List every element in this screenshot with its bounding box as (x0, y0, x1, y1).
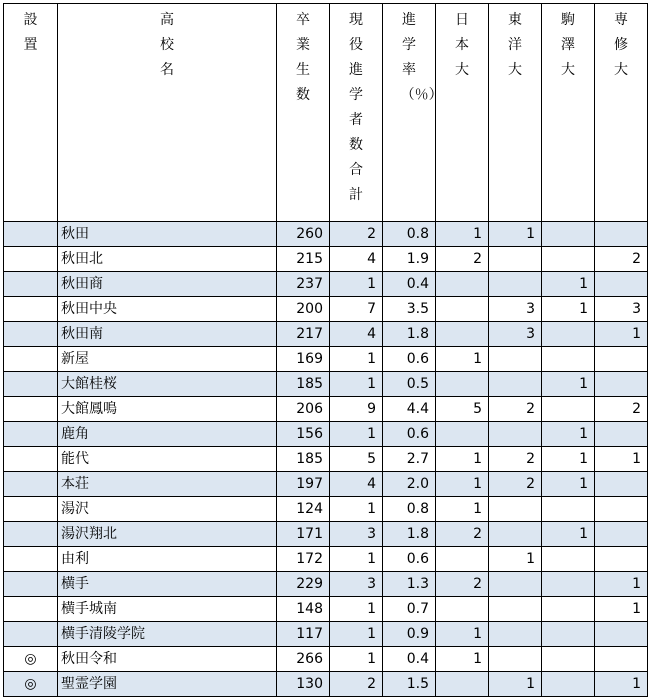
cell-senshu (595, 372, 648, 397)
cell-setting (4, 597, 58, 622)
cell-komazawa: 1 (542, 472, 595, 497)
cell-senshu: 1 (595, 672, 648, 697)
cell-toyo (489, 272, 542, 297)
cell-senshu (595, 547, 648, 572)
cell-toyo: 2 (489, 397, 542, 422)
cell-rate: 0.7 (383, 597, 436, 622)
cell-school: 本荘 (58, 472, 277, 497)
cell-komazawa (542, 247, 595, 272)
cell-total: 4 (330, 247, 383, 272)
cell-senshu (595, 272, 648, 297)
cell-total: 9 (330, 397, 383, 422)
cell-nihon: 1 (436, 447, 489, 472)
table-body (4, 222, 648, 697)
cell-graduates: 148 (277, 597, 330, 622)
cell-rate: 4.4 (383, 397, 436, 422)
table-row (4, 547, 648, 572)
cell-total: 3 (330, 572, 383, 597)
cell-graduates: 197 (277, 472, 330, 497)
cell-graduates: 237 (277, 272, 330, 297)
cell-rate: 0.6 (383, 547, 436, 572)
table-row (4, 297, 648, 322)
header-nihon: 日本大 (436, 4, 489, 222)
cell-toyo (489, 597, 542, 622)
cell-toyo: 1 (489, 547, 542, 572)
cell-komazawa (542, 647, 595, 672)
cell-school: 由利 (58, 547, 277, 572)
cell-senshu: 3 (595, 297, 648, 322)
cell-senshu: 2 (595, 247, 648, 272)
cell-setting (4, 247, 58, 272)
cell-toyo: 2 (489, 472, 542, 497)
table-row (4, 247, 648, 272)
header-graduates: 卒業生数 (277, 4, 330, 222)
cell-school: 秋田中央 (58, 297, 277, 322)
cell-total: 1 (330, 547, 383, 572)
table-row (4, 622, 648, 647)
cell-rate: 1.8 (383, 522, 436, 547)
table-row (4, 372, 648, 397)
cell-nihon (436, 322, 489, 347)
cell-komazawa (542, 672, 595, 697)
cell-komazawa: 1 (542, 297, 595, 322)
cell-senshu (595, 497, 648, 522)
cell-setting (4, 622, 58, 647)
cell-total: 1 (330, 647, 383, 672)
cell-senshu (595, 222, 648, 247)
header-total: 現役進学者数合計 (330, 4, 383, 222)
header-row (4, 4, 648, 222)
cell-setting (4, 297, 58, 322)
cell-nihon (436, 672, 489, 697)
cell-komazawa (542, 347, 595, 372)
cell-senshu (595, 422, 648, 447)
cell-nihon: 2 (436, 522, 489, 547)
cell-rate: 0.5 (383, 372, 436, 397)
cell-rate: 1.8 (383, 322, 436, 347)
cell-nihon: 2 (436, 247, 489, 272)
table-row (4, 322, 648, 347)
cell-graduates: 117 (277, 622, 330, 647)
cell-setting (4, 472, 58, 497)
cell-setting (4, 322, 58, 347)
cell-toyo: 1 (489, 222, 542, 247)
cell-setting (4, 572, 58, 597)
cell-senshu: 1 (595, 322, 648, 347)
cell-nihon: 1 (436, 622, 489, 647)
cell-senshu: 2 (595, 397, 648, 422)
cell-setting (4, 222, 58, 247)
cell-komazawa: 1 (542, 422, 595, 447)
cell-setting (4, 547, 58, 572)
cell-graduates: 215 (277, 247, 330, 272)
cell-komazawa (542, 322, 595, 347)
cell-komazawa (542, 622, 595, 647)
cell-komazawa (542, 397, 595, 422)
cell-toyo (489, 372, 542, 397)
cell-setting (4, 372, 58, 397)
cell-komazawa: 1 (542, 372, 595, 397)
cell-school: 横手清陵学院 (58, 622, 277, 647)
cell-senshu (595, 472, 648, 497)
cell-school: 湯沢 (58, 497, 277, 522)
cell-total: 3 (330, 522, 383, 547)
cell-toyo (489, 497, 542, 522)
cell-total: 2 (330, 672, 383, 697)
cell-setting (4, 497, 58, 522)
header-senshu: 専修大 (595, 4, 648, 222)
admission-table (3, 3, 648, 697)
header-setting: 設置 (4, 4, 58, 222)
cell-komazawa: 1 (542, 522, 595, 547)
cell-setting (4, 397, 58, 422)
cell-graduates: 172 (277, 547, 330, 572)
cell-setting (4, 422, 58, 447)
cell-graduates: 169 (277, 347, 330, 372)
cell-nihon: 1 (436, 347, 489, 372)
header-toyo: 東洋大 (489, 4, 542, 222)
cell-komazawa: 1 (542, 272, 595, 297)
cell-school: 鹿角 (58, 422, 277, 447)
cell-toyo (489, 422, 542, 447)
table-row (4, 497, 648, 522)
cell-school: 大館桂桜 (58, 372, 277, 397)
cell-total: 1 (330, 422, 383, 447)
cell-rate: 1.9 (383, 247, 436, 272)
table-row (4, 447, 648, 472)
cell-total: 1 (330, 372, 383, 397)
table-row (4, 597, 648, 622)
cell-graduates: 217 (277, 322, 330, 347)
table-row (4, 222, 648, 247)
cell-school: 聖霊学園 (58, 672, 277, 697)
table-row (4, 472, 648, 497)
cell-setting (4, 522, 58, 547)
cell-graduates: 185 (277, 372, 330, 397)
cell-rate: 0.8 (383, 222, 436, 247)
cell-rate: 1.5 (383, 672, 436, 697)
cell-setting (4, 272, 58, 297)
cell-graduates: 185 (277, 447, 330, 472)
cell-school: 横手城南 (58, 597, 277, 622)
cell-toyo: 3 (489, 297, 542, 322)
cell-senshu: 1 (595, 597, 648, 622)
cell-senshu (595, 347, 648, 372)
cell-graduates: 206 (277, 397, 330, 422)
cell-rate: 1.3 (383, 572, 436, 597)
cell-rate: 3.5 (383, 297, 436, 322)
cell-total: 2 (330, 222, 383, 247)
cell-total: 1 (330, 272, 383, 297)
cell-total: 1 (330, 347, 383, 372)
cell-nihon (436, 297, 489, 322)
table-row (4, 647, 648, 672)
cell-toyo (489, 247, 542, 272)
cell-graduates: 229 (277, 572, 330, 597)
cell-graduates: 260 (277, 222, 330, 247)
header-komazawa: 駒澤大 (542, 4, 595, 222)
cell-nihon: 1 (436, 647, 489, 672)
cell-graduates: 200 (277, 297, 330, 322)
table-row (4, 347, 648, 372)
cell-senshu: 1 (595, 572, 648, 597)
cell-komazawa (542, 597, 595, 622)
cell-nihon (436, 547, 489, 572)
cell-total: 5 (330, 447, 383, 472)
cell-setting (4, 447, 58, 472)
cell-toyo (489, 622, 542, 647)
cell-school: 新屋 (58, 347, 277, 372)
cell-senshu: 1 (595, 447, 648, 472)
cell-nihon (436, 422, 489, 447)
cell-school: 能代 (58, 447, 277, 472)
cell-senshu (595, 647, 648, 672)
cell-toyo (489, 647, 542, 672)
cell-toyo (489, 522, 542, 547)
cell-setting (4, 347, 58, 372)
table-row (4, 522, 648, 547)
cell-komazawa (542, 222, 595, 247)
cell-nihon (436, 597, 489, 622)
table-row (4, 672, 648, 697)
cell-school: 秋田商 (58, 272, 277, 297)
cell-school: 秋田 (58, 222, 277, 247)
cell-senshu (595, 522, 648, 547)
cell-graduates: 156 (277, 422, 330, 447)
cell-komazawa (542, 497, 595, 522)
cell-toyo (489, 572, 542, 597)
cell-total: 1 (330, 497, 383, 522)
cell-rate: 0.4 (383, 647, 436, 672)
cell-setting: ◎ (4, 647, 58, 672)
cell-total: 1 (330, 622, 383, 647)
cell-rate: 0.6 (383, 422, 436, 447)
table-row (4, 397, 648, 422)
header-school: 高校名 (58, 4, 277, 222)
cell-nihon: 1 (436, 222, 489, 247)
cell-graduates: 124 (277, 497, 330, 522)
cell-total: 1 (330, 597, 383, 622)
cell-school: 大館鳳鳴 (58, 397, 277, 422)
cell-toyo (489, 347, 542, 372)
cell-nihon: 5 (436, 397, 489, 422)
cell-school: 横手 (58, 572, 277, 597)
cell-total: 7 (330, 297, 383, 322)
cell-komazawa: 1 (542, 447, 595, 472)
cell-nihon: 2 (436, 572, 489, 597)
cell-setting: ◎ (4, 672, 58, 697)
cell-graduates: 171 (277, 522, 330, 547)
cell-rate: 2.0 (383, 472, 436, 497)
cell-school: 秋田北 (58, 247, 277, 272)
cell-graduates: 130 (277, 672, 330, 697)
cell-nihon: 1 (436, 472, 489, 497)
table-row (4, 422, 648, 447)
table-row (4, 272, 648, 297)
cell-nihon: 1 (436, 497, 489, 522)
cell-komazawa (542, 572, 595, 597)
cell-toyo: 2 (489, 447, 542, 472)
cell-rate: 0.6 (383, 347, 436, 372)
cell-school: 湯沢翔北 (58, 522, 277, 547)
cell-komazawa (542, 547, 595, 572)
table-row (4, 572, 648, 597)
cell-rate: 2.7 (383, 447, 436, 472)
cell-graduates: 266 (277, 647, 330, 672)
cell-rate: 0.8 (383, 497, 436, 522)
cell-nihon (436, 272, 489, 297)
cell-school: 秋田南 (58, 322, 277, 347)
cell-toyo: 1 (489, 672, 542, 697)
cell-rate: 0.9 (383, 622, 436, 647)
cell-rate: 0.4 (383, 272, 436, 297)
cell-senshu (595, 622, 648, 647)
cell-total: 4 (330, 322, 383, 347)
cell-nihon (436, 372, 489, 397)
cell-toyo: 3 (489, 322, 542, 347)
cell-school: 秋田令和 (58, 647, 277, 672)
cell-total: 4 (330, 472, 383, 497)
header-rate: 進学率（％） (383, 4, 436, 222)
